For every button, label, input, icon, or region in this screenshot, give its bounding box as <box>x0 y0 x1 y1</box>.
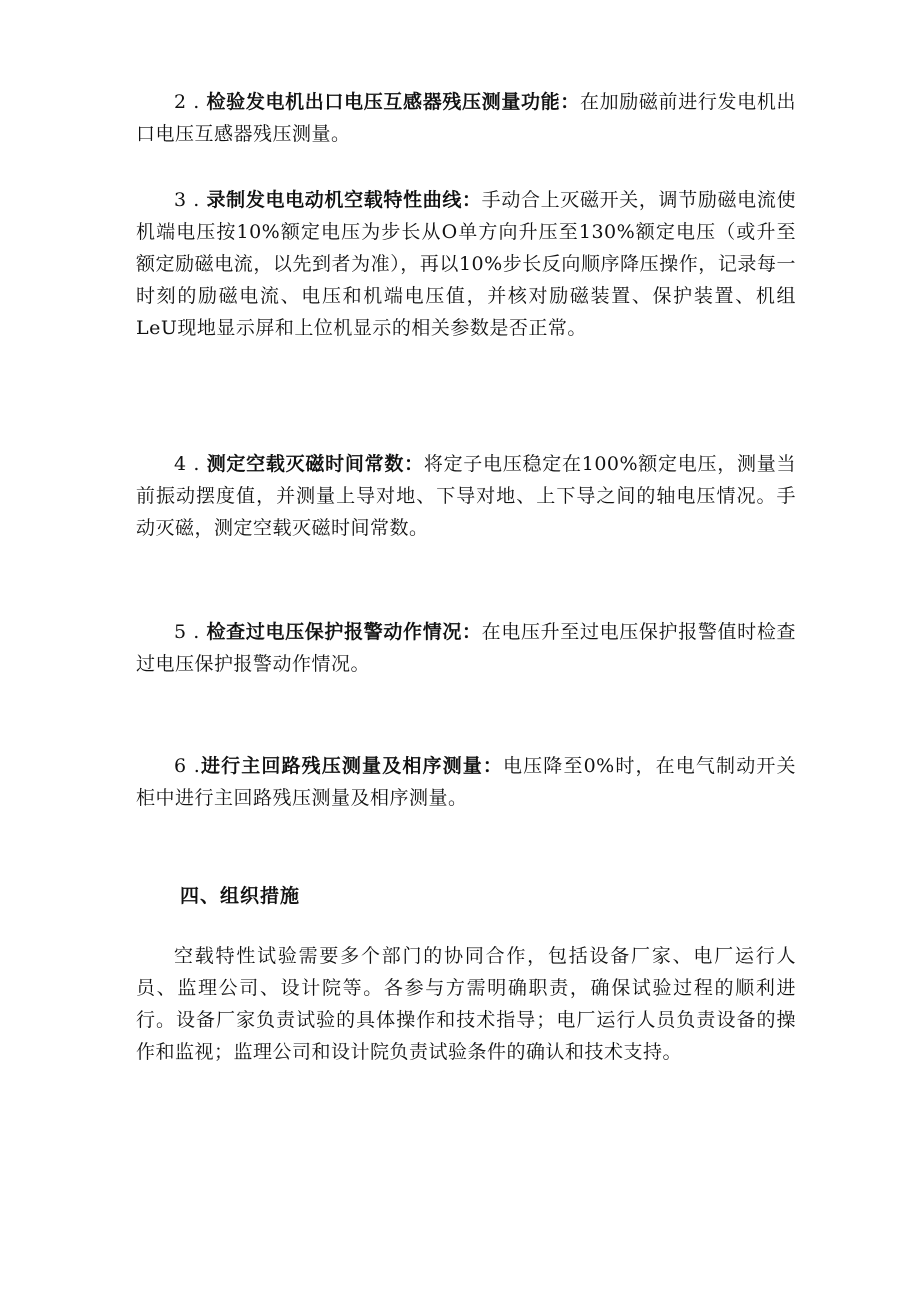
item-5-paragraph <box>136 616 796 680</box>
section-body: 空载特性试验需要多个部门的协同合作，包括设备厂家、电厂运行人员、监理公司、设计院等。各参与方需明确职责，确保试验过程的顺利进行。设备厂家负责试验的具体操作和技术指导；电厂运行人员负责设备的操作和监视；监理公司和设计院负责试验条件的确认和技术支持。 <box>136 945 796 1063</box>
item-lead: 检查过电压保护报警动作情况： <box>206 621 482 643</box>
item-lead: 测定空载灭磁时间常数： <box>206 453 424 475</box>
item-lead: 检验发电机出口电压互感器残压测量功能： <box>206 91 580 113</box>
item-lead: 进行主回路残压测量及相序测量： <box>200 755 504 777</box>
item-number: 6 . <box>174 755 201 777</box>
item-text: 电压降至0%时，在电气制动开关柜中进行主回路残压测量及相序测量。 <box>136 755 796 809</box>
item-number: 5 . <box>174 621 207 643</box>
item-3-paragraph <box>136 184 796 344</box>
item-2-paragraph <box>136 86 796 150</box>
item-text: 在电压升至过电压保护报警值时检查过电压保护报警动作情况。 <box>136 621 796 675</box>
item-text: 将定子电压稳定在100%额定电压，测量当前振动摆度值，并测量上导对地、下导对地、上下导之间的轴电压情况。手动灭磁，测定空载灭磁时间常数。 <box>136 453 796 539</box>
item-6-paragraph <box>136 750 796 814</box>
item-4-paragraph <box>136 448 796 544</box>
item-number: 3 . <box>174 189 207 211</box>
section-heading: 四、组织措施 <box>180 885 301 907</box>
item-text: 在加励磁前进行发电机出口电压互感器残压测量。 <box>136 91 796 145</box>
item-number: 4 . <box>174 453 207 475</box>
item-lead: 录制发电电动机空载特性曲线： <box>206 189 482 211</box>
item-text: 手动合上灭磁开关，调节励磁电流使机端电压按10%额定电压为步长从O单方向升压至130%额定电压（或升至额定励磁电流，以先到者为准），再以10%步长反向顺序降压操作，记录每一时刻的励磁电流、电压和机端电压值，并核对励磁装置、保护装置、机组LeU现地显示屏和上位机显示的相关参数是否正常。 <box>136 189 796 339</box>
item-number: 2 . <box>174 91 207 113</box>
